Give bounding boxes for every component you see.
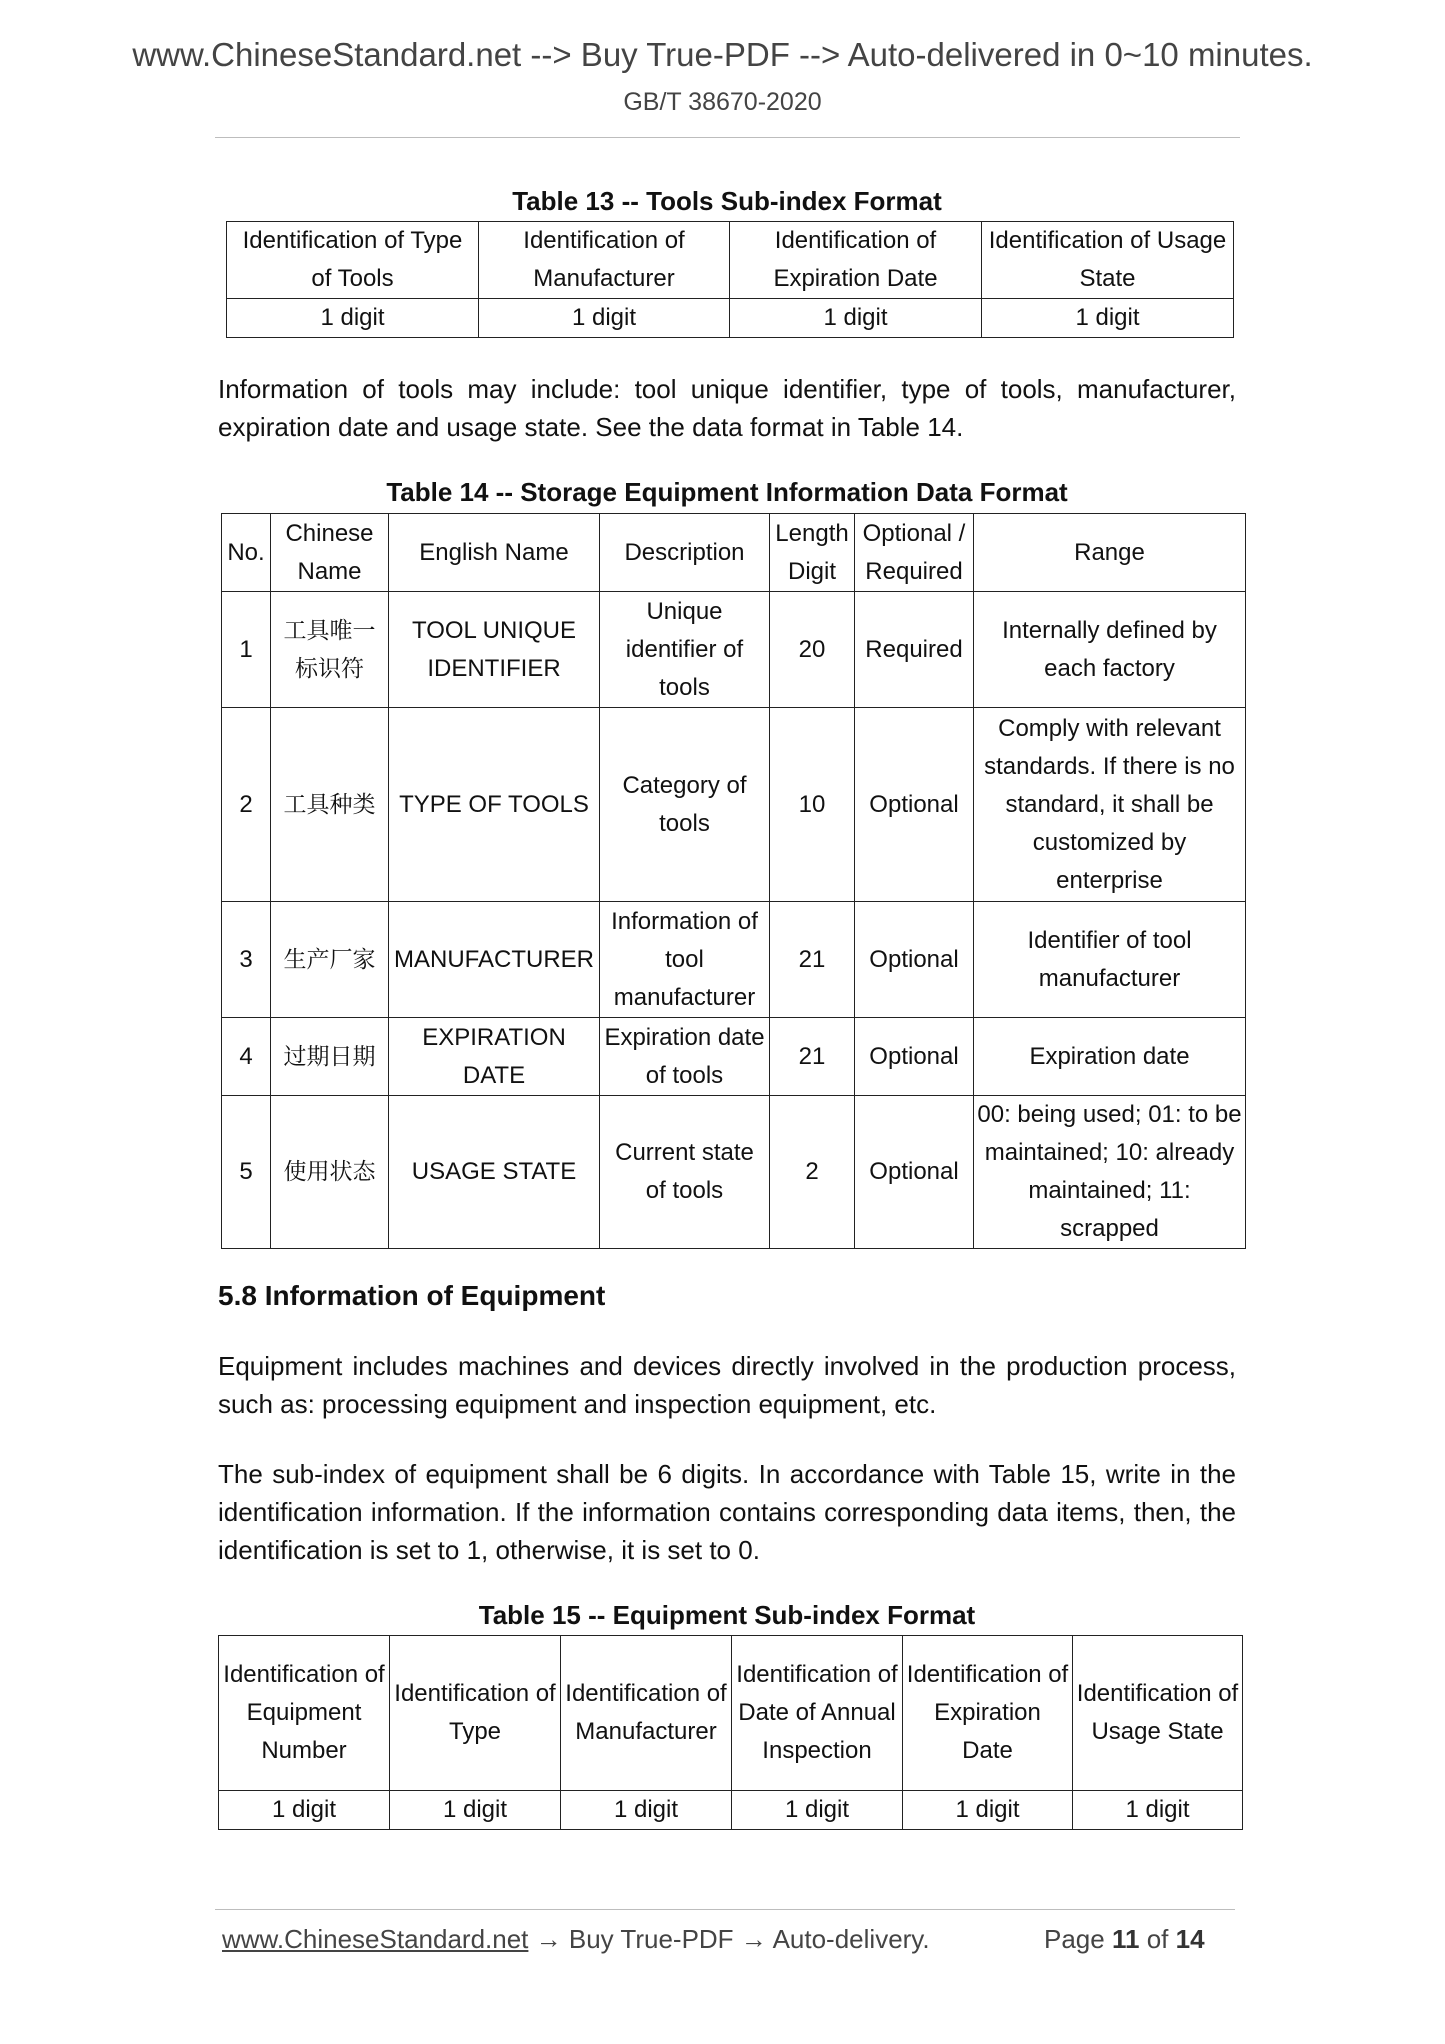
chinese-name-cell: 工具种类 bbox=[271, 708, 389, 902]
table-14-header-cell: Description bbox=[600, 514, 770, 592]
table-15-value-cell: 1 digit bbox=[219, 1791, 390, 1830]
optional-required-cell: Optional bbox=[855, 708, 974, 902]
table-13-header-cell: Identification of Type of Tools bbox=[227, 222, 479, 299]
table-15-header-cell: Identification of Expiration Date bbox=[903, 1636, 1073, 1791]
table-13-header-cell: Identification of Usage State bbox=[982, 222, 1234, 299]
length-cell: 2 bbox=[770, 1096, 855, 1249]
table-15-header-cell: Identification of Usage State bbox=[1073, 1636, 1243, 1791]
table-13-value-cell: 1 digit bbox=[982, 299, 1234, 338]
row-number-cell: 3 bbox=[222, 902, 271, 1018]
range-cell: Expiration date bbox=[974, 1018, 1246, 1096]
english-name-cell: USAGE STATE bbox=[389, 1096, 600, 1249]
length-cell: 10 bbox=[770, 708, 855, 902]
row-number-cell: 4 bbox=[222, 1018, 271, 1096]
length-cell: 21 bbox=[770, 902, 855, 1018]
table-15-header-cell: Identification of Date of Annual Inspection bbox=[732, 1636, 903, 1791]
chinese-name-cell: 生产厂家 bbox=[271, 902, 389, 1018]
chinese-name-cell: 使用状态 bbox=[271, 1096, 389, 1249]
footer-tagline: → Buy True-PDF → Auto-delivery. bbox=[528, 1924, 930, 1954]
optional-required-cell: Optional bbox=[855, 1096, 974, 1249]
description-cell: Current state of tools bbox=[600, 1096, 770, 1249]
page-label: Page bbox=[1044, 1924, 1105, 1954]
table-14-header-cell: No. bbox=[222, 514, 271, 592]
table-13 bbox=[226, 221, 1234, 338]
table-14-header-cell: Range bbox=[974, 514, 1246, 592]
table-15-header-cell: Identification of Type bbox=[390, 1636, 561, 1791]
length-cell: 21 bbox=[770, 1018, 855, 1096]
paragraph-equipment: Equipment includes machines and devices directly involved in the production process, such as: processing equipment and inspection equipment, etc. bbox=[218, 1351, 1236, 1419]
english-name-cell: TYPE OF TOOLS bbox=[389, 708, 600, 902]
description-cell: Category of tools bbox=[600, 708, 770, 902]
english-name-cell: EXPIRATION DATE bbox=[389, 1018, 600, 1096]
page-total: 14 bbox=[1175, 1924, 1205, 1954]
chinese-name-cell: 过期日期 bbox=[271, 1018, 389, 1096]
table-row bbox=[222, 1018, 1246, 1096]
table-row bbox=[222, 708, 1246, 902]
table-13-value-cell: 1 digit bbox=[730, 299, 982, 338]
table-15-caption: Table 15 -- Equipment Sub-index Format bbox=[478, 1600, 976, 1630]
description-cell: Expiration date of tools bbox=[600, 1018, 770, 1096]
table-14-header-cell: English Name bbox=[389, 514, 600, 592]
table-13-header-cell: Identification of Expiration Date bbox=[730, 222, 982, 299]
footer-link[interactable]: www.ChineseStandard.net bbox=[222, 1924, 529, 1954]
row-number-cell: 1 bbox=[222, 592, 271, 708]
page-indicator bbox=[1044, 1924, 1205, 1955]
paragraph-sub-index: The sub-index of equipment shall be 6 digits. In accordance with Table 15, write in the identification information. If the information contains corresponding data items, then, the identification is set to 1, otherwise, it is set to 0. bbox=[218, 1459, 1236, 1565]
table-13-value-cell: 1 digit bbox=[227, 299, 479, 338]
english-name-cell: MANUFACTURER bbox=[389, 902, 600, 1018]
table-13-caption: Table 13 -- Tools Sub-index Format bbox=[512, 186, 942, 216]
optional-required-cell: Optional bbox=[855, 902, 974, 1018]
table-14-header-cell: Length Digit bbox=[770, 514, 855, 592]
range-cell: Comply with relevant standards. If there is no standard, it shall be customized by enterprise bbox=[974, 708, 1246, 902]
document-number: GB/T 38670-2020 bbox=[623, 88, 822, 116]
table-15 bbox=[218, 1635, 1243, 1830]
table-14-caption: Table 14 -- Storage Equipment Information Data Format bbox=[386, 477, 1068, 507]
range-cell: 00: being used; 01: to be maintained; 10: already maintained; 11: scrapped bbox=[974, 1096, 1246, 1249]
paragraph-tools-info: Information of tools may include: tool unique identifier, type of tools, manufacturer, expiration date and usage state. See the data format in Table 14. bbox=[218, 374, 1236, 442]
footer-divider bbox=[215, 1909, 1235, 1910]
range-cell: Internally defined by each factory bbox=[974, 592, 1246, 708]
header-divider bbox=[215, 137, 1240, 138]
table-15-value-cell: 1 digit bbox=[390, 1791, 561, 1830]
length-cell: 20 bbox=[770, 592, 855, 708]
table-row bbox=[222, 902, 1246, 1018]
english-name-cell: TOOL UNIQUE IDENTIFIER bbox=[389, 592, 600, 708]
range-cell: Identifier of tool manufacturer bbox=[974, 902, 1246, 1018]
table-row bbox=[222, 1096, 1246, 1249]
table-row bbox=[222, 592, 1246, 708]
description-cell: Unique identifier of tools bbox=[600, 592, 770, 708]
table-13-value-row bbox=[227, 299, 1234, 338]
table-15-value-row bbox=[219, 1791, 1243, 1830]
table-15-header-cell: Identification of Manufacturer bbox=[561, 1636, 732, 1791]
table-15-value-cell: 1 digit bbox=[732, 1791, 903, 1830]
table-13-value-cell: 1 digit bbox=[479, 299, 730, 338]
table-15-value-cell: 1 digit bbox=[561, 1791, 732, 1830]
chinese-name-cell: 工具唯一标识符 bbox=[271, 592, 389, 708]
section-heading: 5.8 Information of Equipment bbox=[218, 1280, 606, 1311]
row-number-cell: 5 bbox=[222, 1096, 271, 1249]
table-13-header-cell: Identification of Manufacturer bbox=[479, 222, 730, 299]
table-15-value-cell: 1 digit bbox=[1073, 1791, 1243, 1830]
table-14-header-row bbox=[222, 514, 1246, 592]
table-15-header-cell: Identification of Equipment Number bbox=[219, 1636, 390, 1791]
page-of-label: of bbox=[1146, 1924, 1169, 1954]
table-14-header-cell: Chinese Name bbox=[271, 514, 389, 592]
table-14-header-cell: Optional / Required bbox=[855, 514, 974, 592]
footer-link-line bbox=[222, 1924, 930, 1955]
description-cell: Information of tool manufacturer bbox=[600, 902, 770, 1018]
table-15-header-row bbox=[219, 1636, 1243, 1791]
page-current: 11 bbox=[1111, 1924, 1140, 1954]
optional-required-cell: Required bbox=[855, 592, 974, 708]
top-banner[interactable]: www.ChineseStandard.net --> Buy True-PDF --> Auto-delivered in 0~10 minutes. bbox=[132, 36, 1313, 73]
table-14 bbox=[221, 513, 1246, 1249]
table-13-header-row bbox=[227, 222, 1234, 299]
optional-required-cell: Optional bbox=[855, 1018, 974, 1096]
table-15-value-cell: 1 digit bbox=[903, 1791, 1073, 1830]
row-number-cell: 2 bbox=[222, 708, 271, 902]
